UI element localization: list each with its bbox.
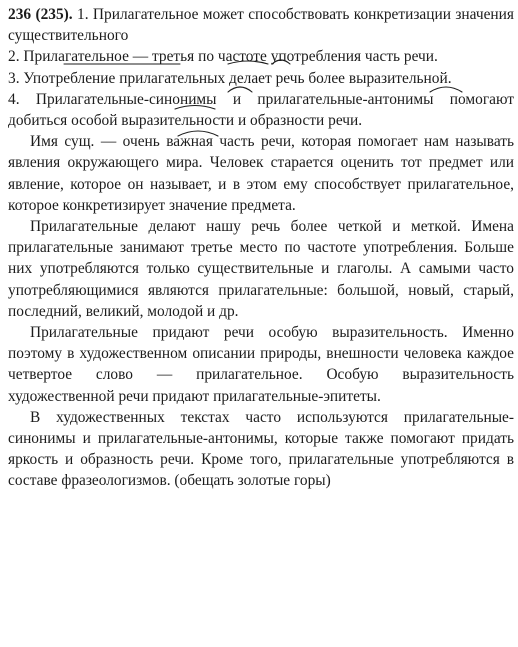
item-1-text: 1. Прилагательное может способствовать конкретизации значения существительного (8, 6, 514, 45)
exercise-item-1 (8, 4, 514, 46)
exercise-item-3: 3. Употребление прилагательных делает речь более выразительной. (8, 69, 452, 87)
exercise-number: 236 (235). (8, 6, 73, 23)
paragraph-4: В художественных текстах часто используются прилагательные-синонимы и прилагательные-антонимы, которые также помогают придать яркость и образность речи. Кроме того, прилагательные употребляются в составе фразеологизмов. (обещать золотые горы) (8, 408, 514, 490)
exercise-item-2: 2. Прилагательное — третья по частоте употребления часть речи. (8, 48, 438, 66)
paragraph-3: Прилагательные придают речи особую выразительность. Именно поэтому в художественном описании природы, внешности человека каждое четвертое слово — прилагательное. Особую выразительность художественной речи придают прилагательные-эпитеты. (8, 324, 514, 405)
paragraph-1: Имя сущ. — очень важная часть речи, которая помогает нам называть явления окружающего мира. Человек старается оценить тот предмет или явление, которое он называет, и в этом ему способствует прилагательное, которое конкретизирует значение предмета. (8, 133, 514, 214)
exercise-item-4: 4. Прилагательные-синонимы и прилагательные-антонимы помогают добиться особой выразительности и образности речи. (8, 90, 514, 130)
paragraph-2: Прилагательные делают нашу речь более четкой и меткой. Имена прилагательные занимают третье место по частоте употребления. Больше них употребляются только существительные и глаголы. А самыми часто употребляющимися являются прилагательные: большой, новый, старый, последний, великий, молодой и др. (8, 218, 514, 320)
